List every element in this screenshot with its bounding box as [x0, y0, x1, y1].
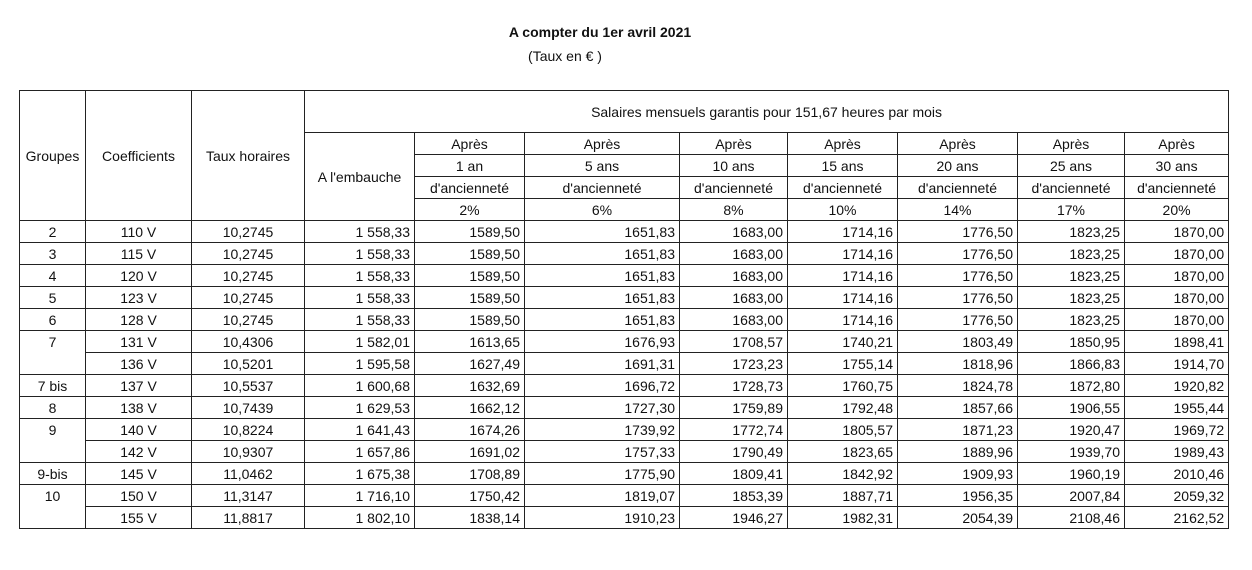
cell-embauche: 1 558,33 [305, 309, 415, 331]
seniority-apres: Après [1125, 133, 1229, 155]
cell-coefficient: 120 V [86, 265, 192, 287]
table-row [20, 485, 1229, 507]
cell-5ans: 1651,83 [525, 221, 680, 243]
cell-1an: 1691,02 [415, 441, 525, 463]
cell-coefficient: 145 V [86, 463, 192, 485]
seniority-apres: Après [680, 133, 788, 155]
cell-15ans: 1805,57 [788, 419, 898, 441]
seniority-percent: 8% [680, 199, 788, 221]
cell-groupe [20, 441, 86, 463]
cell-1an: 1589,50 [415, 221, 525, 243]
cell-25ans: 2007,84 [1018, 485, 1125, 507]
cell-embauche: 1 558,33 [305, 221, 415, 243]
cell-taux-horaire: 11,8817 [192, 507, 305, 529]
cell-30ans: 2010,46 [1125, 463, 1229, 485]
cell-20ans: 1803,49 [898, 331, 1018, 353]
cell-15ans: 1823,65 [788, 441, 898, 463]
seniority-duration: 5 ans [525, 155, 680, 177]
cell-groupe: 10 [20, 485, 86, 507]
cell-5ans: 1651,83 [525, 265, 680, 287]
cell-10ans: 1683,00 [680, 243, 788, 265]
table-row [20, 243, 1229, 265]
table-row [20, 265, 1229, 287]
seniority-apres: Après [1018, 133, 1125, 155]
cell-15ans: 1714,16 [788, 243, 898, 265]
header-taux-horaires: Taux horaires [192, 91, 305, 221]
seniority-label: d'ancienneté [680, 177, 788, 199]
header-coefficients: Coefficients [86, 91, 192, 221]
seniority-label: d'ancienneté [1018, 177, 1125, 199]
cell-20ans: 1776,50 [898, 243, 1018, 265]
cell-20ans: 1776,50 [898, 221, 1018, 243]
seniority-apres: Après [898, 133, 1018, 155]
cell-coefficient: 155 V [86, 507, 192, 529]
cell-taux-horaire: 10,2745 [192, 243, 305, 265]
cell-1an: 1627,49 [415, 353, 525, 375]
cell-coefficient: 140 V [86, 419, 192, 441]
cell-taux-horaire: 10,2745 [192, 309, 305, 331]
cell-25ans: 1823,25 [1018, 309, 1125, 331]
cell-taux-horaire: 10,5201 [192, 353, 305, 375]
cell-taux-horaire: 10,2745 [192, 265, 305, 287]
cell-20ans: 2054,39 [898, 507, 1018, 529]
cell-25ans: 1823,25 [1018, 243, 1125, 265]
cell-1an: 1589,50 [415, 243, 525, 265]
cell-10ans: 1946,27 [680, 507, 788, 529]
header-embauche: A l'embauche [305, 133, 415, 221]
cell-groupe: 8 [20, 397, 86, 419]
cell-embauche: 1 558,33 [305, 287, 415, 309]
cell-groupe: 2 [20, 221, 86, 243]
cell-10ans: 1759,89 [680, 397, 788, 419]
cell-embauche: 1 558,33 [305, 243, 415, 265]
cell-5ans: 1739,92 [525, 419, 680, 441]
cell-25ans: 1939,70 [1018, 441, 1125, 463]
table-row [20, 221, 1229, 243]
cell-10ans: 1772,74 [680, 419, 788, 441]
table-row [20, 287, 1229, 309]
cell-taux-horaire: 11,3147 [192, 485, 305, 507]
cell-15ans: 1755,14 [788, 353, 898, 375]
cell-30ans: 1920,82 [1125, 375, 1229, 397]
cell-1an: 1589,50 [415, 265, 525, 287]
cell-15ans: 1887,71 [788, 485, 898, 507]
cell-1an: 1589,50 [415, 287, 525, 309]
cell-30ans: 1870,00 [1125, 309, 1229, 331]
cell-20ans: 1909,93 [898, 463, 1018, 485]
cell-taux-horaire: 10,2745 [192, 287, 305, 309]
cell-30ans: 1914,70 [1125, 353, 1229, 375]
cell-coefficient: 123 V [86, 287, 192, 309]
cell-20ans: 1776,50 [898, 265, 1018, 287]
cell-5ans: 1910,23 [525, 507, 680, 529]
cell-1an: 1750,42 [415, 485, 525, 507]
cell-groupe: 5 [20, 287, 86, 309]
table-row [20, 507, 1229, 529]
cell-5ans: 1651,83 [525, 243, 680, 265]
cell-embauche: 1 716,10 [305, 485, 415, 507]
cell-25ans: 2108,46 [1018, 507, 1125, 529]
cell-15ans: 1792,48 [788, 397, 898, 419]
seniority-duration: 15 ans [788, 155, 898, 177]
cell-5ans: 1727,30 [525, 397, 680, 419]
table-row [20, 309, 1229, 331]
cell-15ans: 1982,31 [788, 507, 898, 529]
cell-embauche: 1 641,43 [305, 419, 415, 441]
seniority-label: d'ancienneté [525, 177, 680, 199]
cell-taux-horaire: 10,9307 [192, 441, 305, 463]
cell-coefficient: 142 V [86, 441, 192, 463]
cell-coefficient: 136 V [86, 353, 192, 375]
cell-30ans: 1989,43 [1125, 441, 1229, 463]
cell-30ans: 1969,72 [1125, 419, 1229, 441]
seniority-percent: 17% [1018, 199, 1125, 221]
cell-30ans: 1870,00 [1125, 265, 1229, 287]
cell-groupe: 3 [20, 243, 86, 265]
cell-10ans: 1683,00 [680, 221, 788, 243]
table-row [20, 397, 1229, 419]
seniority-label: d'ancienneté [415, 177, 525, 199]
cell-20ans: 1889,96 [898, 441, 1018, 463]
seniority-duration: 10 ans [680, 155, 788, 177]
cell-coefficient: 138 V [86, 397, 192, 419]
cell-5ans: 1775,90 [525, 463, 680, 485]
cell-embauche: 1 600,68 [305, 375, 415, 397]
seniority-label: d'ancienneté [788, 177, 898, 199]
seniority-label: d'ancienneté [1125, 177, 1229, 199]
cell-10ans: 1683,00 [680, 265, 788, 287]
cell-5ans: 1691,31 [525, 353, 680, 375]
cell-30ans: 2059,32 [1125, 485, 1229, 507]
cell-5ans: 1651,83 [525, 309, 680, 331]
cell-10ans: 1683,00 [680, 287, 788, 309]
table-header [20, 91, 1229, 221]
cell-30ans: 1870,00 [1125, 243, 1229, 265]
cell-embauche: 1 558,33 [305, 265, 415, 287]
seniority-percent: 14% [898, 199, 1018, 221]
seniority-duration: 1 an [415, 155, 525, 177]
cell-groupe [20, 507, 86, 529]
cell-1an: 1838,14 [415, 507, 525, 529]
cell-embauche: 1 657,86 [305, 441, 415, 463]
cell-taux-horaire: 10,5537 [192, 375, 305, 397]
cell-5ans: 1676,93 [525, 331, 680, 353]
seniority-percent: 20% [1125, 199, 1229, 221]
cell-groupe: 9-bis [20, 463, 86, 485]
seniority-apres: Après [415, 133, 525, 155]
cell-5ans: 1696,72 [525, 375, 680, 397]
cell-coefficient: 137 V [86, 375, 192, 397]
cell-15ans: 1714,16 [788, 309, 898, 331]
seniority-percent: 10% [788, 199, 898, 221]
cell-10ans: 1790,49 [680, 441, 788, 463]
cell-10ans: 1708,57 [680, 331, 788, 353]
cell-taux-horaire: 10,4306 [192, 331, 305, 353]
cell-25ans: 1906,55 [1018, 397, 1125, 419]
cell-embauche: 1 675,38 [305, 463, 415, 485]
cell-15ans: 1714,16 [788, 221, 898, 243]
seniority-percent: 6% [525, 199, 680, 221]
cell-10ans: 1728,73 [680, 375, 788, 397]
cell-groupe: 4 [20, 265, 86, 287]
cell-coefficient: 110 V [86, 221, 192, 243]
cell-coefficient: 128 V [86, 309, 192, 331]
cell-10ans: 1853,39 [680, 485, 788, 507]
cell-15ans: 1760,75 [788, 375, 898, 397]
cell-1an: 1613,65 [415, 331, 525, 353]
salary-table [19, 90, 1229, 529]
cell-30ans: 1870,00 [1125, 287, 1229, 309]
cell-coefficient: 131 V [86, 331, 192, 353]
cell-taux-horaire: 10,2745 [192, 221, 305, 243]
cell-1an: 1589,50 [415, 309, 525, 331]
table-row [20, 331, 1229, 353]
cell-embauche: 1 582,01 [305, 331, 415, 353]
cell-25ans: 1920,47 [1018, 419, 1125, 441]
cell-5ans: 1651,83 [525, 287, 680, 309]
table-row [20, 419, 1229, 441]
cell-taux-horaire: 10,8224 [192, 419, 305, 441]
cell-25ans: 1823,25 [1018, 265, 1125, 287]
cell-5ans: 1819,07 [525, 485, 680, 507]
table-row [20, 441, 1229, 463]
cell-10ans: 1683,00 [680, 309, 788, 331]
header-salaires-mensuels: Salaires mensuels garantis pour 151,67 heures par mois [305, 91, 1229, 133]
cell-groupe: 6 [20, 309, 86, 331]
cell-1an: 1708,89 [415, 463, 525, 485]
cell-embauche: 1 629,53 [305, 397, 415, 419]
cell-5ans: 1757,33 [525, 441, 680, 463]
cell-groupe [20, 353, 86, 375]
seniority-duration: 30 ans [1125, 155, 1229, 177]
cell-1an: 1632,69 [415, 375, 525, 397]
cell-20ans: 1956,35 [898, 485, 1018, 507]
cell-25ans: 1823,25 [1018, 287, 1125, 309]
header-groupes: Groupes [20, 91, 86, 221]
cell-30ans: 1955,44 [1125, 397, 1229, 419]
cell-groupe: 9 [20, 419, 86, 441]
cell-15ans: 1842,92 [788, 463, 898, 485]
cell-10ans: 1723,23 [680, 353, 788, 375]
cell-25ans: 1866,83 [1018, 353, 1125, 375]
cell-20ans: 1871,23 [898, 419, 1018, 441]
cell-25ans: 1872,80 [1018, 375, 1125, 397]
cell-20ans: 1818,96 [898, 353, 1018, 375]
seniority-label: d'ancienneté [898, 177, 1018, 199]
cell-groupe: 7 bis [20, 375, 86, 397]
cell-25ans: 1823,25 [1018, 221, 1125, 243]
document-title: A compter du 1er avril 2021 [508, 24, 692, 40]
seniority-duration: 20 ans [898, 155, 1018, 177]
cell-20ans: 1824,78 [898, 375, 1018, 397]
cell-15ans: 1740,21 [788, 331, 898, 353]
table-row [20, 375, 1229, 397]
cell-taux-horaire: 11,0462 [192, 463, 305, 485]
cell-25ans: 1960,19 [1018, 463, 1125, 485]
table-row [20, 353, 1229, 375]
cell-groupe: 7 [20, 331, 86, 353]
cell-embauche: 1 595,58 [305, 353, 415, 375]
cell-20ans: 1776,50 [898, 287, 1018, 309]
cell-15ans: 1714,16 [788, 287, 898, 309]
cell-10ans: 1809,41 [680, 463, 788, 485]
cell-30ans: 1870,00 [1125, 221, 1229, 243]
seniority-apres: Après [525, 133, 680, 155]
cell-coefficient: 150 V [86, 485, 192, 507]
cell-1an: 1662,12 [415, 397, 525, 419]
cell-1an: 1674,26 [415, 419, 525, 441]
document-subtitle: (Taux en € ) [528, 48, 602, 64]
cell-25ans: 1850,95 [1018, 331, 1125, 353]
cell-embauche: 1 802,10 [305, 507, 415, 529]
cell-taux-horaire: 10,7439 [192, 397, 305, 419]
cell-30ans: 1898,41 [1125, 331, 1229, 353]
cell-coefficient: 115 V [86, 243, 192, 265]
table-row [20, 463, 1229, 485]
cell-15ans: 1714,16 [788, 265, 898, 287]
cell-20ans: 1857,66 [898, 397, 1018, 419]
cell-30ans: 2162,52 [1125, 507, 1229, 529]
seniority-apres: Après [788, 133, 898, 155]
seniority-duration: 25 ans [1018, 155, 1125, 177]
cell-20ans: 1776,50 [898, 309, 1018, 331]
seniority-percent: 2% [415, 199, 525, 221]
table-body [20, 221, 1229, 529]
